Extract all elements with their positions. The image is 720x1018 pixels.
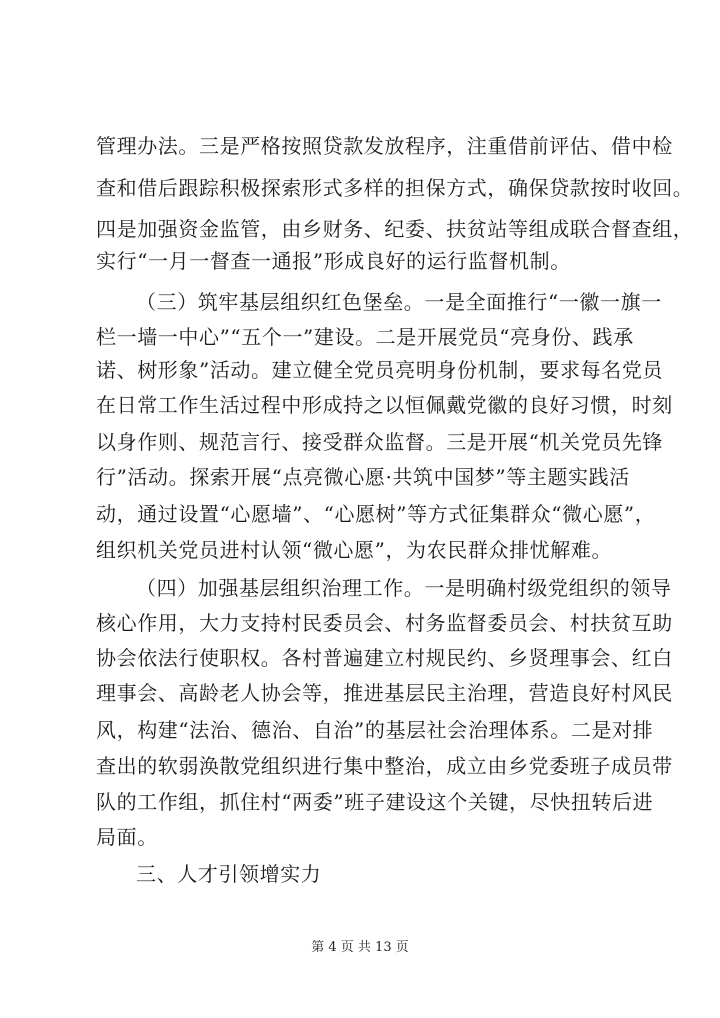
body-text-line: 风，构建“法治、德治、自治”的基层社会治理体系。二是对排 xyxy=(96,718,654,742)
body-text-line: 核心作用，大力支持村民委员会、村务监督委员会、村扶贫互助 xyxy=(96,611,673,635)
body-text-line: 理事会、高龄老人协会等，推进基层民主治理，营造良好村风民 xyxy=(96,681,673,705)
body-text-line: 查和借后跟踪积极探索形式多样的担保方式，确保贷款按时收回。 xyxy=(96,176,694,200)
body-text-line: 协会依法行使职权。各村普遍建立村规民约、乡贤理事会、红白 xyxy=(96,646,673,670)
body-text-line: 在日常工作生活过程中形成持之以恒佩戴党徽的良好习惯，时刻 xyxy=(96,393,673,417)
body-text-line: 查出的软弱涣散党组织进行集中整治，成立由乡党委班子成员带 xyxy=(96,754,673,778)
body-text-line: 行”活动。探索开展“点亮微心愿·共筑中国梦”等主题实践活 xyxy=(96,465,630,489)
body-text-line: 四是加强资金监管，由乡财务、纪委、扶贫站等组成联合督查组， xyxy=(96,217,694,241)
section-three-heading-line: （三）筑牢基层组织红色堡垒。一是全面推行“一徽一旗一 xyxy=(136,290,662,314)
body-text-line: 诺、树形象”活动。建立健全党员亮明身份机制，要求每名党员 xyxy=(96,358,664,382)
section-four-heading-line: （四）加强基层组织治理工作。一是明确村级党组织的领导 xyxy=(136,576,672,600)
body-text-line: 栏一墙一中心”“五个一”建设。二是开展党员“亮身份、践承 xyxy=(96,325,634,349)
body-text-line: 组织机关党员进村认领“微心愿”，为农民群众排忧解难。 xyxy=(96,538,613,562)
page-number-footer: 第 4 页 共 13 页 xyxy=(311,940,409,955)
section-heading: 三、人才引领增实力 xyxy=(136,862,322,886)
body-text-line: 管理办法。三是严格按照贷款发放程序，注重借前评估、借中检 xyxy=(96,134,673,158)
body-text-line: 以身作则、规范言行、接受群众监督。三是开展“机关党员先锋 xyxy=(96,430,664,454)
body-text-line: 动，通过设置“心愿墙”、“心愿树”等方式征集群众“微心愿”， xyxy=(96,502,656,526)
body-text-line: 局面。 xyxy=(96,825,158,849)
body-text-line: 队的工作组，抓住村“两委”班子建设这个关键，尽快扭转后进 xyxy=(96,790,654,814)
body-text-line: 实行“一月一督查一通报”形成良好的运行监督机制。 xyxy=(96,249,571,273)
